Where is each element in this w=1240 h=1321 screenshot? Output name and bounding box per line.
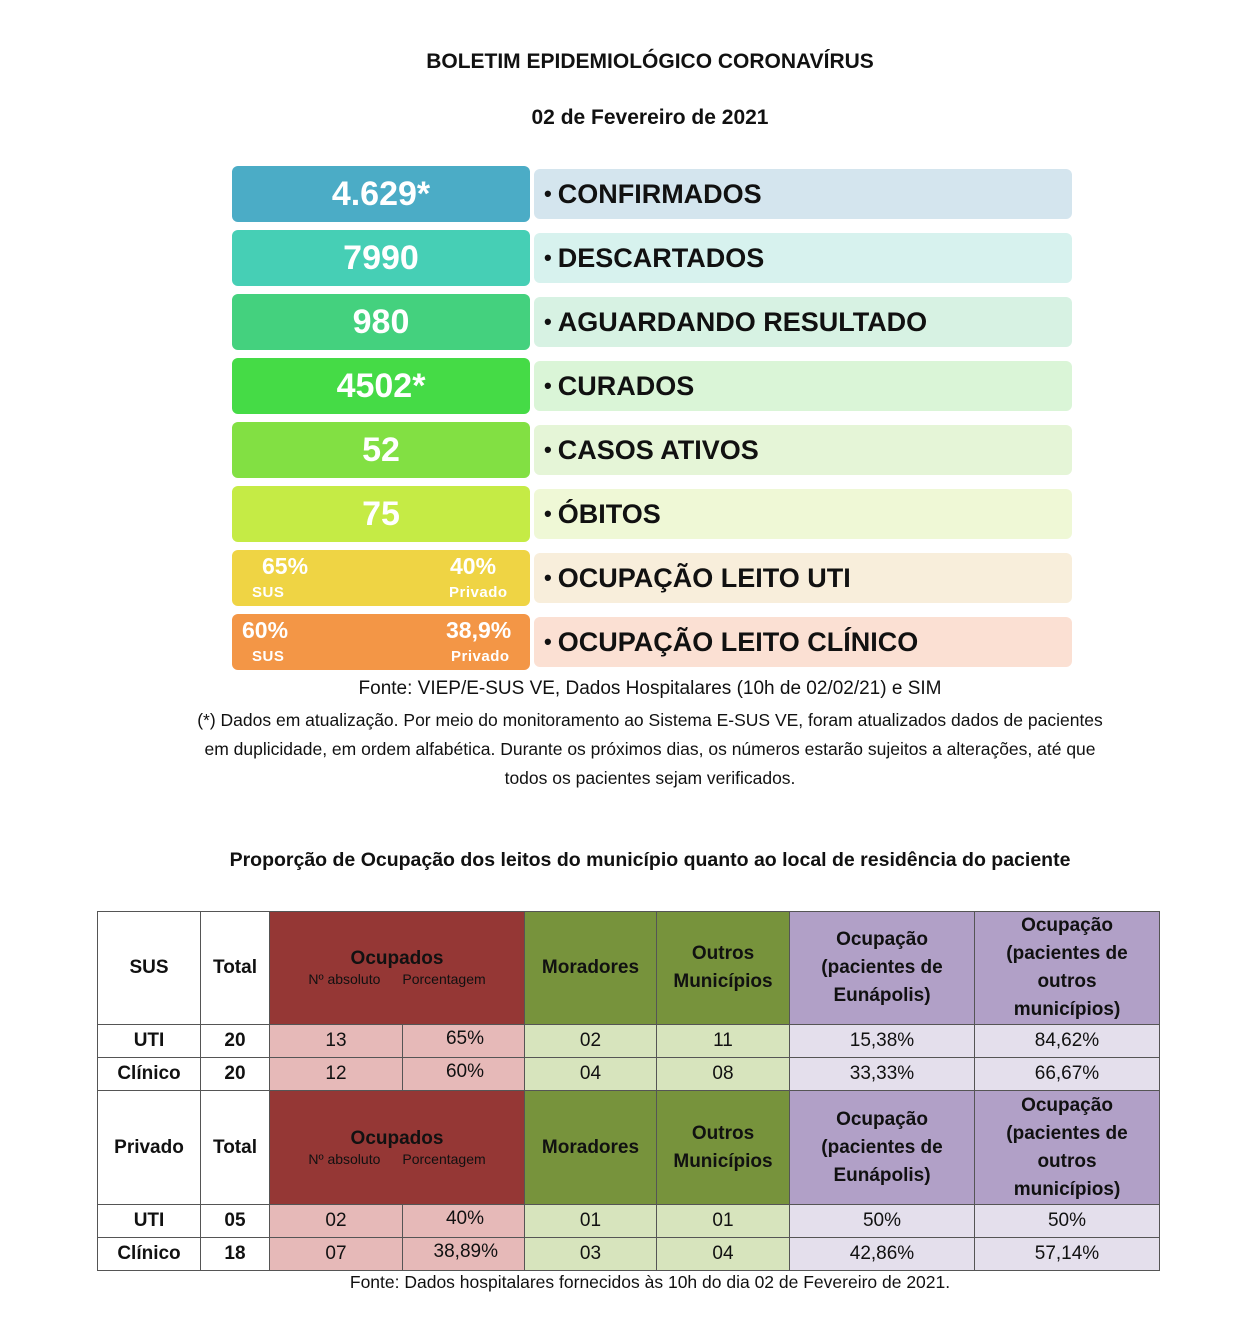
ocupados-header xyxy=(269,911,525,1025)
stat-row-curados xyxy=(232,358,1072,414)
stat-row-aguardando xyxy=(232,294,1072,350)
stat-label-text: CURADOS xyxy=(557,370,695,401)
stat-label: • ÓBITOS xyxy=(534,489,1072,539)
pct-subheader: Porcentagem xyxy=(402,1150,486,1167)
stat-label-text: CONFIRMADOS xyxy=(557,178,762,209)
pct-subheader: Porcentagem xyxy=(402,971,486,987)
bulletin-date: 02 de Fevereiro de 2021 xyxy=(531,106,769,129)
row-ocup-eunapolis: 50% xyxy=(789,1204,975,1238)
abs-subheader: Nº absoluto xyxy=(308,971,381,987)
ocupados-title: Ocupados xyxy=(350,1127,444,1149)
stat-row-leito-uti xyxy=(232,550,1072,606)
section-title: Proporção de Ocupação dos leitos do município quanto ao local de residência do paciente xyxy=(229,849,1071,871)
row-type: UTI xyxy=(97,1024,201,1058)
group-header: Privado xyxy=(97,1090,201,1205)
stat-value: 4502* xyxy=(232,358,530,414)
row-abs: 02 xyxy=(269,1204,403,1238)
sus-value: 60% xyxy=(242,617,289,643)
group-header: SUS xyxy=(97,911,201,1025)
stat-label-text: ÓBITOS xyxy=(557,498,661,529)
stat-row-leito-clinico xyxy=(232,614,1072,670)
ocup-outros-header: Ocupação (pacientes de outros municípios) xyxy=(974,1090,1160,1205)
row-ocup-eunapolis: 15,38% xyxy=(789,1024,975,1058)
row-ocup-eunapolis: 42,86% xyxy=(789,1237,975,1271)
stat-value: 75 xyxy=(232,486,530,542)
privado-label: Privado xyxy=(451,648,510,665)
row-moradores: 01 xyxy=(524,1204,657,1238)
row-outros: 08 xyxy=(656,1057,790,1091)
row-outros: 11 xyxy=(656,1024,790,1058)
stat-value: 52 xyxy=(232,422,530,478)
row-abs: 12 xyxy=(269,1057,403,1091)
abs-subheader: Nº absoluto xyxy=(308,1150,381,1167)
ocup-outros-header: Ocupação (pacientes de outros municípios) xyxy=(974,911,1160,1025)
stat-value: 4.629* xyxy=(232,166,530,222)
stat-label: • CURADOS xyxy=(534,361,1072,411)
row-ocup-eunapolis: 33,33% xyxy=(789,1057,975,1091)
table-footer-source: Fonte: Dados hospitalares fornecidos às 10h do dia 02 de Fevereiro de 2021. xyxy=(349,1272,951,1292)
row-outros: 01 xyxy=(656,1204,790,1238)
row-type: Clínico xyxy=(97,1237,201,1271)
stat-row-obitos xyxy=(232,486,1072,542)
bulletin-title: BOLETIM EPIDEMIOLÓGICO CORONAVÍRUS xyxy=(426,50,874,73)
stat-label-text: OCUPAÇÃO LEITO CLÍNICO xyxy=(557,626,919,657)
row-ocup-outros: 50% xyxy=(974,1204,1160,1238)
stat-value-split xyxy=(232,550,530,606)
outros-header: Outros Municípios xyxy=(656,911,790,1025)
ocup-eunapolis-header: Ocupação (pacientes de Eunápolis) xyxy=(789,1090,975,1205)
stat-row-confirmados xyxy=(232,166,1072,222)
data-source: Fonte: VIEP/E-SUS VE, Dados Hospitalares (10h de 02/02/21) e SIM xyxy=(358,678,942,699)
privado-label: Privado xyxy=(449,584,508,601)
row-pct: 65% xyxy=(402,1024,525,1058)
stat-label: • CONFIRMADOS xyxy=(534,169,1072,219)
row-ocup-outros: 84,62% xyxy=(974,1024,1160,1058)
stat-row-descartados xyxy=(232,230,1072,286)
total-header: Total xyxy=(200,1090,270,1205)
stat-row-casos-ativos xyxy=(232,422,1072,478)
stat-value-split xyxy=(232,614,530,670)
row-outros: 04 xyxy=(656,1237,790,1271)
row-ocup-outros: 57,14% xyxy=(974,1237,1160,1271)
row-total: 18 xyxy=(200,1237,270,1271)
moradores-header: Moradores xyxy=(524,911,657,1025)
ocupados-header xyxy=(269,1090,525,1205)
row-abs: 07 xyxy=(269,1237,403,1271)
row-total: 20 xyxy=(200,1057,270,1091)
row-moradores: 04 xyxy=(524,1057,657,1091)
stat-value: 7990 xyxy=(232,230,530,286)
privado-value: 40% xyxy=(450,553,497,579)
stat-label: • OCUPAÇÃO LEITO UTI xyxy=(534,553,1072,603)
row-ocup-outros: 66,67% xyxy=(974,1057,1160,1091)
outros-header: Outros Municípios xyxy=(656,1090,790,1205)
stat-label-text: OCUPAÇÃO LEITO UTI xyxy=(557,562,851,593)
stat-label: • CASOS ATIVOS xyxy=(534,425,1072,475)
stat-label-text: CASOS ATIVOS xyxy=(557,434,759,465)
row-pct: 60% xyxy=(402,1057,525,1091)
stat-label: • AGUARDANDO RESULTADO xyxy=(534,297,1072,347)
sus-value: 65% xyxy=(262,553,309,579)
row-pct: 40% xyxy=(402,1204,525,1238)
row-moradores: 02 xyxy=(524,1024,657,1058)
stat-label-text: AGUARDANDO RESULTADO xyxy=(557,306,928,337)
sus-label: SUS xyxy=(252,584,285,601)
row-pct: 38,89% xyxy=(402,1237,525,1271)
update-note: (*) Dados em atualização. Por meio do monitoramento ao Sistema E-SUS VE, foram atualizados dados de pacientes em duplicidade, em ordem alfabética. Durante os próximos dias, os números estarão sujeitos a alterações, até que todos os pacientes sejam verificados. xyxy=(197,710,1103,788)
row-abs: 13 xyxy=(269,1024,403,1058)
stat-label: • DESCARTADOS xyxy=(534,233,1072,283)
row-moradores: 03 xyxy=(524,1237,657,1271)
row-type: UTI xyxy=(97,1204,201,1238)
stat-label-text: DESCARTADOS xyxy=(557,242,765,273)
total-header: Total xyxy=(200,911,270,1025)
ocupados-title: Ocupados xyxy=(350,948,444,969)
ocup-eunapolis-header: Ocupação (pacientes de Eunápolis) xyxy=(789,911,975,1025)
stat-label: • OCUPAÇÃO LEITO CLÍNICO xyxy=(534,617,1072,667)
row-total: 05 xyxy=(200,1204,270,1238)
row-type: Clínico xyxy=(97,1057,201,1091)
stat-value: 980 xyxy=(232,294,530,350)
row-total: 20 xyxy=(200,1024,270,1058)
privado-value: 38,9% xyxy=(446,617,512,643)
sus-label: SUS xyxy=(252,648,285,665)
moradores-header: Moradores xyxy=(524,1090,657,1205)
